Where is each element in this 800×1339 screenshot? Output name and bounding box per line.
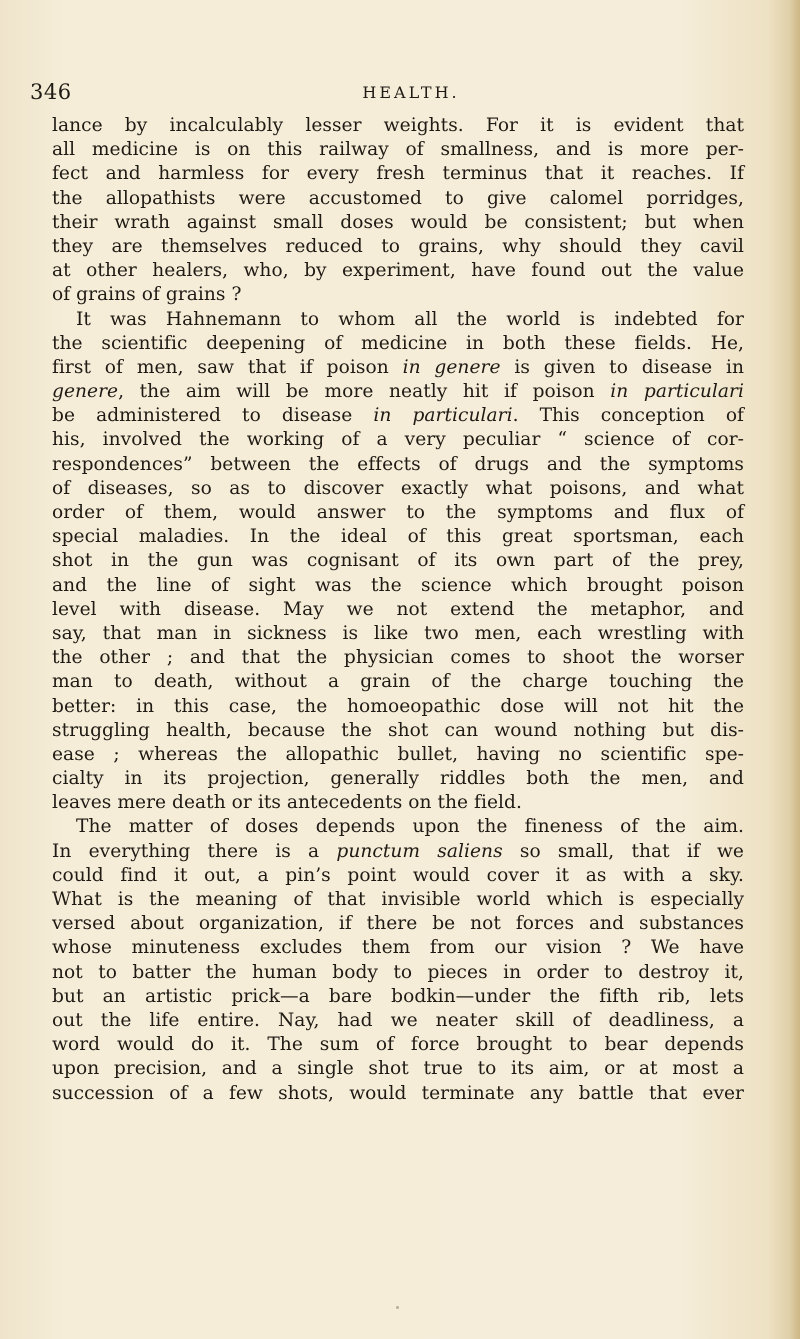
text-line: level with disease. May we not extend the metaphor, and [52,598,744,620]
text-line: not to batter the human body to pieces in order to destroy it, [52,961,744,983]
text-line: respondences” between the effects of drugs and the symptoms [52,453,744,475]
body-text [52,114,744,1106]
text-line: What is the meaning of that invisible world which is especially [52,889,744,910]
text-line: genere, the aim will be more neatly hit if poison in particulari [52,381,744,403]
text-line: shot in the gun was cognisant of its own part of the prey, [52,550,744,572]
text-line: the scientific deepening of medicine in both these fields. He, [52,332,744,354]
text-line: special maladies. In the ideal of this great sportsman, each [52,526,744,548]
text-line: they are themselves reduced to grains, why should they cavil [52,235,744,257]
text-line: of grains of grains ? [52,284,242,306]
text-line: be administered to disease in particulari. This conception of [52,405,744,427]
text-line: at other healers, who, by experiment, have found out the value [52,260,744,282]
text-line: versed about organization, if there be not forces and substances [52,913,744,935]
text-line: whose minuteness excludes them from our vision ? We have [52,937,744,959]
text-line: fect and harmless for every fresh terminus that it reaches. If [52,163,744,185]
text-line: say, that man in sickness is like two men, each wrestling with [52,622,744,644]
text-line: struggling health, because the shot can wound nothing but dis- [52,719,744,741]
paper-speck [396,1306,399,1309]
page-edge-shadow [790,0,800,1339]
text-line: all medicine is on this railway of smallness, and is more per- [52,139,744,161]
text-line: of diseases, so as to discover exactly what poisons, and what [52,477,744,499]
text-line: It was Hahnemann to whom all the world is indebted for [76,308,744,330]
text-line: leaves mere death or its antecedents on the field. [52,792,522,814]
text-line: the other ; and that the physician comes to shoot the worser [52,647,744,669]
text-line: but an artistic prick—a bare bodkin—under the fifth rib, lets [52,985,744,1007]
text-line: first of men, saw that if poison in genere is given to disease in [52,356,745,378]
running-head: HEALTH. [362,83,460,102]
text-line: their wrath against small doses would be consistent; but when [52,211,744,233]
text-line: the allopathists were accustomed to give calomel porridges, [52,187,744,209]
text-line: cialty in its projection, generally riddles both the men, and [52,768,744,790]
page-number: 346 [30,80,72,104]
text-line: upon precision, and a single shot true to its aim, or at most a [52,1058,744,1080]
text-line: man to death, without a grain of the charge touching the [52,671,744,693]
text-line: lance by incalculably lesser weights. For it is evident that [52,115,744,136]
text-line: order of them, would answer to the symptoms and flux of [52,502,744,523]
text-line: succession of a few shots, would terminate any battle that ever [52,1082,744,1104]
text-line: word would do it. The sum of force brought to bear depends [52,1034,744,1056]
text-line: his, involved the working of a very peculiar “ science of cor- [52,429,744,451]
text-line: could find it out, a pin’s point would cover it as with a sky. [52,864,744,886]
text-line: In everything there is a punctum saliens so small, that if we [52,840,744,862]
text-line: The matter of doses depends upon the fineness of the aim. [76,816,744,838]
text-line: and the line of sight was the science which brought poison [52,574,744,596]
text-line: ease ; whereas the allopathic bullet, having no scientific spe- [52,743,744,765]
text-line: out the life entire. Nay, had we neater skill of deadliness, a [52,1009,744,1031]
text-line: better: in this case, the homoeopathic dose will not hit the [52,695,744,717]
